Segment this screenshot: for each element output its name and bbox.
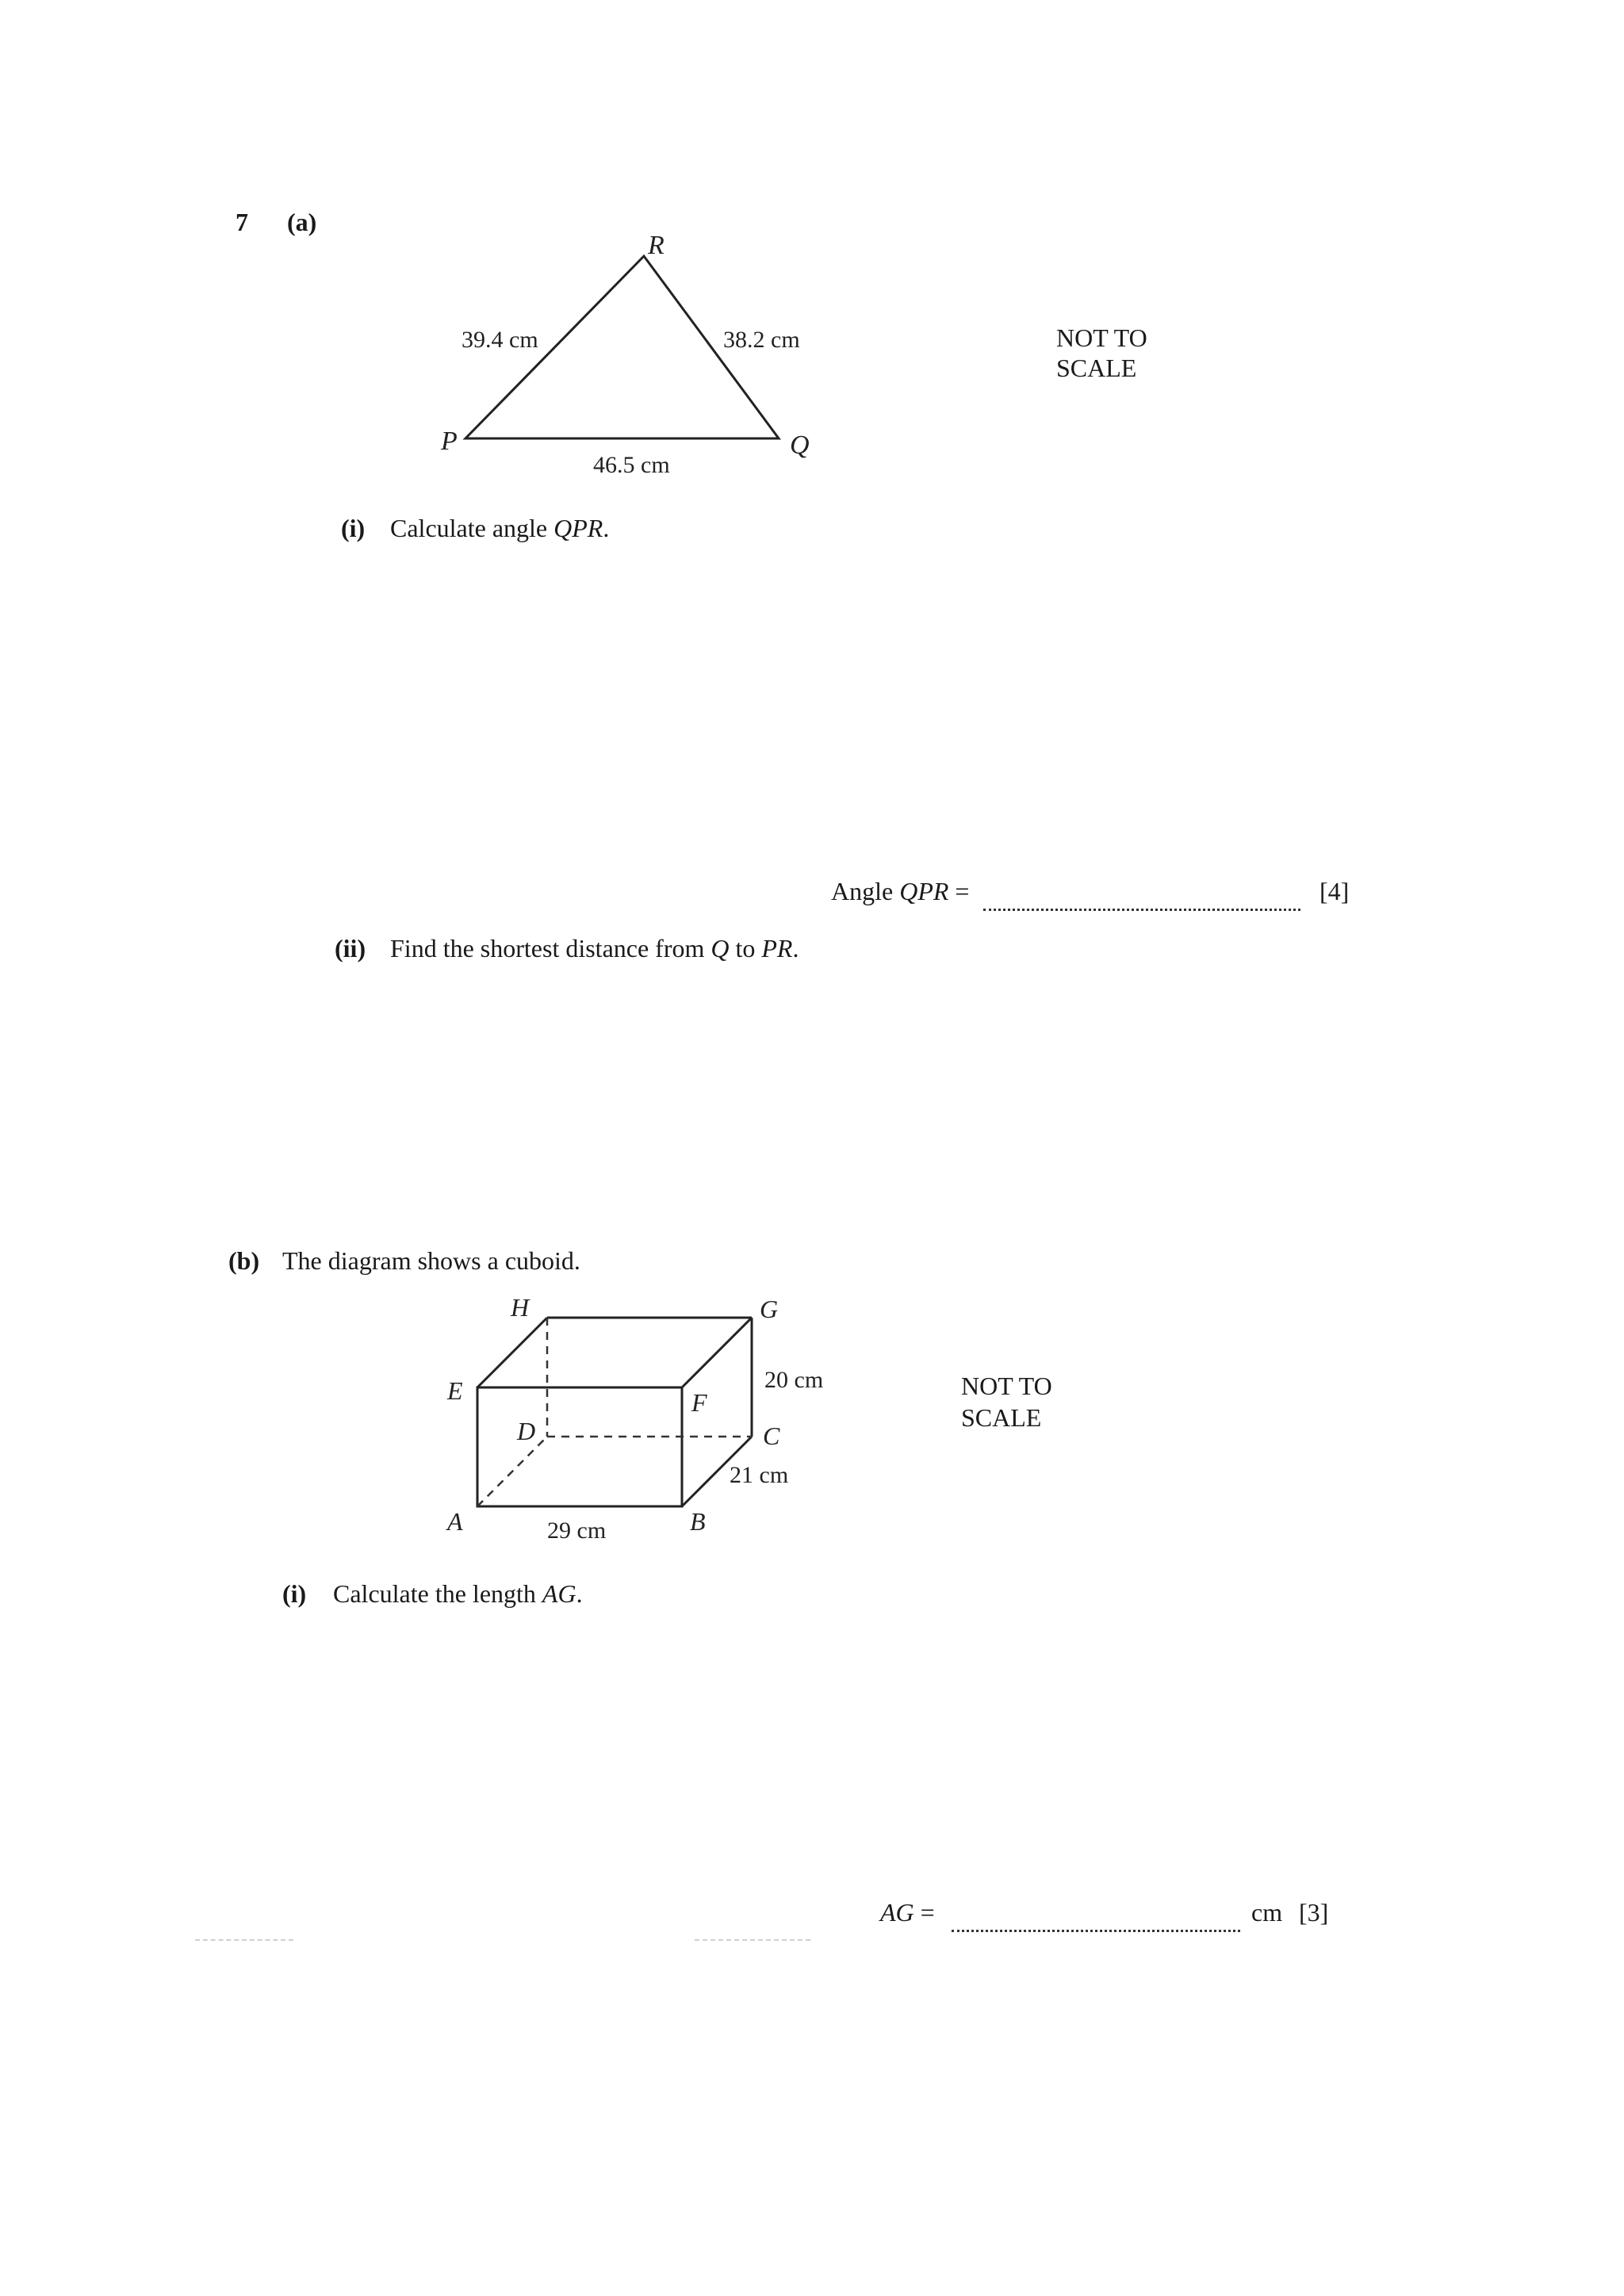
vertex-r-label: R xyxy=(648,231,665,260)
answer-dots-ag[interactable] xyxy=(952,1922,1240,1936)
vertex-f-label: F xyxy=(691,1388,707,1417)
scan-artifact-line-left xyxy=(195,1939,293,1941)
edge-eh xyxy=(477,1318,547,1387)
front-face xyxy=(477,1387,682,1506)
not-to-scale-a-line1: NOT TO xyxy=(1056,323,1147,352)
vertex-d-label: D xyxy=(517,1417,536,1445)
vertex-p-label: P xyxy=(441,427,458,456)
part-a-i-label: (i) xyxy=(341,514,366,542)
part-b-i-label: (i) xyxy=(282,1579,307,1608)
vertex-h-label: H xyxy=(511,1293,530,1322)
length-label: 29 cm xyxy=(547,1517,607,1544)
scan-artifact-line-center xyxy=(695,1939,810,1941)
side-pr-label: 39.4 cm xyxy=(462,327,538,353)
marks-b-i: [3] xyxy=(1299,1898,1329,1927)
answer-dots-angle-qpr[interactable] xyxy=(983,901,1300,915)
vertex-b-label: B xyxy=(690,1507,706,1536)
part-a-i-question: Calculate angle QPR. xyxy=(390,514,610,542)
not-to-scale-b-line1: NOT TO xyxy=(961,1372,1052,1400)
vertex-g-label: G xyxy=(760,1295,779,1323)
not-to-scale-b-line2: SCALE xyxy=(961,1403,1042,1432)
part-b-i-question: Calculate the length AG. xyxy=(333,1579,583,1608)
not-to-scale-a-line2: SCALE xyxy=(1056,354,1137,382)
part-a-ii-question: Find the shortest distance from Q to PR. xyxy=(390,934,799,962)
vertex-a-label: A xyxy=(447,1507,463,1536)
depth-label: 21 cm xyxy=(730,1462,789,1488)
edge-fg xyxy=(682,1318,752,1387)
vertex-e-label: E xyxy=(447,1376,463,1405)
part-b-intro: The diagram shows a cuboid. xyxy=(282,1246,580,1275)
side-rq-label: 38.2 cm xyxy=(723,327,800,353)
height-label: 20 cm xyxy=(764,1367,824,1393)
part-a-label: (a) xyxy=(287,208,317,236)
vertex-c-label: C xyxy=(763,1422,780,1450)
vertex-q-label: Q xyxy=(790,430,810,460)
edge-ad-hidden xyxy=(477,1437,547,1506)
triangle-diagram xyxy=(0,0,1624,555)
answer-line-ag: AG = xyxy=(880,1898,935,1927)
side-pq-label: 46.5 cm xyxy=(593,452,670,478)
part-a-ii-label: (ii) xyxy=(335,934,366,962)
question-number: 7 xyxy=(236,208,248,236)
cuboid-diagram xyxy=(0,1269,1624,1570)
answer-line-angle-qpr: Angle QPR = xyxy=(831,877,970,905)
unit-ag: cm xyxy=(1251,1898,1283,1927)
part-b-label: (b) xyxy=(228,1246,260,1275)
marks-a-i: [4] xyxy=(1320,877,1350,905)
